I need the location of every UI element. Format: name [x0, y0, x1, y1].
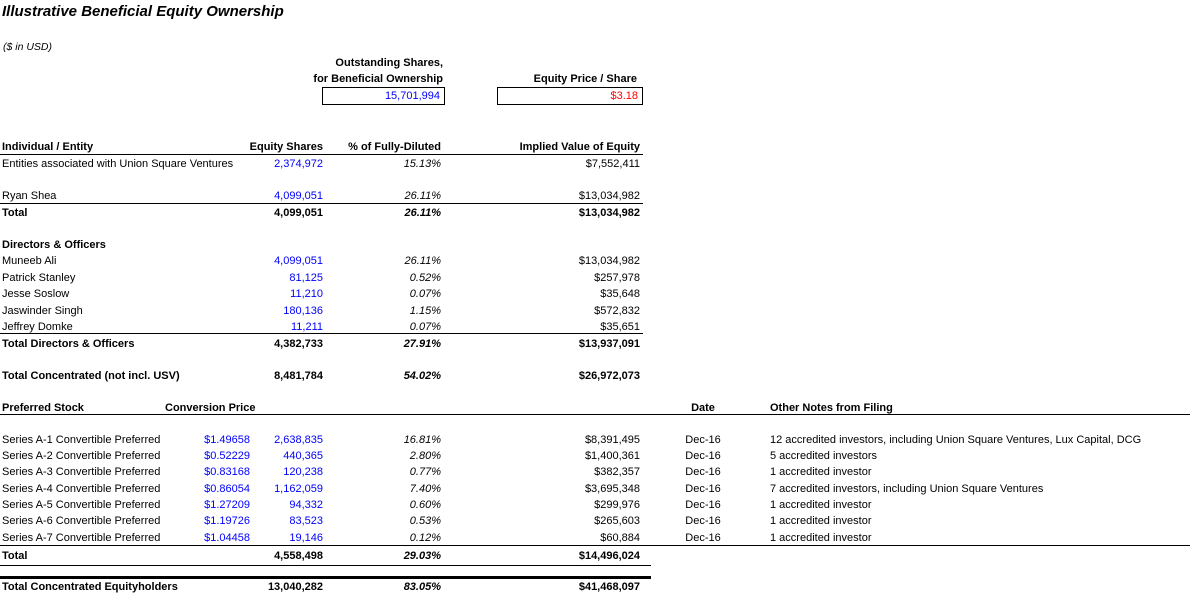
col-header-shares: Equity Shares: [249, 141, 323, 153]
outstanding-shares-label-line2: for Beneficial Ownership: [313, 73, 443, 85]
cell-value: $8,391,495: [584, 434, 640, 446]
header-rule: [0, 154, 643, 155]
table-row: [0, 432, 1192, 448]
cell-shares: 8,481,784: [274, 370, 323, 382]
col-header-conversion-price: Conversion Price: [165, 402, 256, 414]
col-header-entity: Individual / Entity: [2, 141, 94, 153]
cell-pct: 26.11%: [404, 207, 441, 219]
cell-shares: 4,099,051: [274, 255, 323, 267]
table-row: [0, 286, 1192, 302]
cell-value: $35,651: [600, 321, 640, 333]
cell-pct: 0.07%: [409, 288, 441, 300]
cell-shares: 11,211: [290, 321, 323, 333]
cell-conversion-price: $0.86054: [204, 483, 250, 495]
section-heading: Directors & Officers: [2, 239, 106, 251]
col-header-preferred-stock: Preferred Stock: [2, 402, 84, 414]
cell-notes: 7 accredited investors, including Union Square Ventures: [770, 483, 1044, 495]
cell-series: Series A-7 Convertible Preferred: [2, 532, 161, 544]
total-row: [0, 205, 1192, 221]
cell-shares: 4,099,051: [274, 207, 323, 219]
cell-shares: 2,374,972: [274, 158, 323, 170]
cell-series: Series A-6 Convertible Preferred: [2, 515, 161, 527]
col-header-pct: % of Fully-Diluted: [348, 141, 441, 153]
cell-series: Series A-1 Convertible Preferred: [2, 434, 161, 446]
cell-pct: 0.53%: [409, 515, 441, 527]
cell-shares: 94,332: [289, 499, 323, 511]
total-row: [0, 548, 1192, 564]
cell-shares: 2,638,835: [274, 434, 323, 446]
cell-pct: 29.03%: [403, 550, 441, 562]
cell-value: $14,496,024: [578, 550, 640, 562]
cell-pct: 54.02%: [403, 370, 441, 382]
cell-shares: 11,210: [290, 288, 323, 300]
cell-series: Total: [2, 550, 28, 562]
total-rule: [0, 565, 651, 566]
cell-entity: Total: [2, 207, 28, 219]
cell-entity: Jaswinder Singh: [2, 305, 83, 317]
ownership-header-row: [0, 139, 1192, 155]
cell-conversion-price: $1.27209: [204, 499, 250, 511]
table-row: [0, 253, 1192, 269]
equity-price-input[interactable]: $3.18: [497, 87, 643, 105]
cell-shares: 4,099,051: [274, 190, 323, 202]
cell-value: $41,468,097: [578, 581, 640, 593]
col-header-value: Implied Value of Equity: [519, 141, 640, 153]
table-row: [0, 513, 1192, 529]
cell-value: $13,937,091: [578, 338, 640, 350]
cell-shares: 120,238: [283, 466, 323, 478]
cell-value: $265,603: [594, 515, 640, 527]
table-row: [0, 188, 1192, 204]
total-rule: [0, 333, 643, 334]
table-row: [0, 448, 1192, 464]
cell-pct: 26.11%: [404, 190, 441, 202]
units-note: ($ in USD): [3, 41, 53, 53]
total-row: [0, 368, 1192, 384]
cell-date: Dec-16: [685, 515, 721, 527]
total-rule: [0, 203, 643, 204]
cell-pct: 7.40%: [409, 483, 441, 495]
cell-notes: 1 accredited investor: [770, 515, 872, 527]
cell-pct: 26.11%: [404, 255, 441, 267]
cell-notes: 1 accredited investor: [770, 499, 872, 511]
cell-series: Series A-4 Convertible Preferred: [2, 483, 161, 495]
cell-series: Series A-5 Convertible Preferred: [2, 499, 161, 511]
col-header-notes: Other Notes from Filing: [770, 402, 893, 414]
cell-shares: 440,365: [283, 450, 323, 462]
cell-entity: Jesse Soslow: [2, 288, 70, 300]
cell-shares: 1,162,059: [274, 483, 323, 495]
table-row: [0, 303, 1192, 319]
cell-entity: Total Concentrated Equityholders: [2, 581, 178, 593]
cell-pct: 0.07%: [409, 321, 441, 333]
cell-value: $1,400,361: [584, 450, 640, 462]
equity-price-label: Equity Price / Share: [533, 73, 637, 85]
cell-entity: Jeffrey Domke: [2, 321, 73, 333]
cell-pct: 0.12%: [409, 532, 441, 544]
table-row: [0, 270, 1192, 286]
cell-value: $3,695,348: [584, 483, 640, 495]
cell-notes: 12 accredited investors, including Union Square Ventures, Lux Capital, DCG: [770, 434, 1142, 446]
total-rule: [0, 545, 1190, 546]
cell-pct: 0.52%: [409, 272, 441, 284]
cell-shares: 83,523: [289, 515, 323, 527]
cell-value: $13,034,982: [578, 207, 640, 219]
cell-value: $7,552,411: [585, 158, 640, 170]
header-rule: [0, 414, 1190, 415]
page-title: Illustrative Beneficial Equity Ownership: [2, 3, 284, 20]
cell-shares: 13,040,282: [267, 581, 323, 593]
outstanding-shares-label: [240, 55, 443, 87]
cell-value: $257,978: [594, 272, 640, 284]
total-row: [0, 336, 1192, 352]
table-row: [0, 464, 1192, 480]
cell-shares: 180,136: [283, 305, 323, 317]
col-header-date: Date: [691, 402, 715, 414]
cell-entity: Entities associated with Union Square Ventures: [2, 158, 234, 170]
grand-total-row: [0, 579, 1192, 595]
cell-date: Dec-16: [685, 434, 721, 446]
cell-notes: 1 accredited investor: [770, 532, 872, 544]
cell-value: $13,034,982: [578, 255, 640, 267]
cell-shares: 4,558,498: [274, 550, 323, 562]
cell-value: $572,832: [594, 305, 640, 317]
cell-date: Dec-16: [685, 466, 721, 478]
cell-pct: 0.77%: [409, 466, 441, 478]
cell-pct: 2.80%: [409, 450, 441, 462]
cell-conversion-price: $0.52229: [204, 450, 250, 462]
cell-shares: 19,146: [289, 532, 323, 544]
cell-conversion-price: $1.04458: [204, 532, 250, 544]
cell-conversion-price: $1.19726: [204, 515, 250, 527]
cell-date: Dec-16: [685, 499, 721, 511]
cell-pct: 83.05%: [403, 581, 441, 593]
outstanding-shares-label-line1: Outstanding Shares,: [335, 57, 443, 69]
cell-pct: 0.60%: [409, 499, 441, 511]
table-row: [0, 497, 1192, 513]
table-row: [0, 530, 1192, 546]
cell-conversion-price: $0.83168: [204, 466, 250, 478]
cell-date: Dec-16: [685, 532, 721, 544]
cell-entity: Patrick Stanley: [2, 272, 76, 284]
cell-date: Dec-16: [685, 483, 721, 495]
cell-entity: Total Directors & Officers: [2, 338, 135, 350]
table-row: [0, 156, 1192, 172]
cell-conversion-price: $1.49658: [204, 434, 250, 446]
cell-series: Series A-2 Convertible Preferred: [2, 450, 161, 462]
cell-notes: 5 accredited investors: [770, 450, 877, 462]
cell-value: $299,976: [594, 499, 640, 511]
section-heading-row: [0, 237, 1192, 253]
cell-shares: 81,125: [289, 272, 323, 284]
cell-date: Dec-16: [685, 450, 721, 462]
table-row: [0, 481, 1192, 497]
cell-value: $26,972,073: [578, 370, 640, 382]
cell-value: $382,357: [594, 466, 640, 478]
cell-notes: 1 accredited investor: [770, 466, 872, 478]
cell-value: $13,034,982: [578, 190, 640, 202]
cell-pct: 16.81%: [403, 434, 441, 446]
cell-series: Series A-3 Convertible Preferred: [2, 466, 161, 478]
outstanding-shares-input[interactable]: 15,701,994: [322, 87, 445, 105]
cell-entity: Ryan Shea: [2, 190, 57, 202]
cell-pct: 27.91%: [403, 338, 441, 350]
cell-value: $35,648: [600, 288, 640, 300]
cell-pct: 1.15%: [409, 305, 441, 317]
cell-pct: 15.13%: [403, 158, 441, 170]
cell-entity: Muneeb Ali: [2, 255, 57, 267]
cell-shares: 4,382,733: [274, 338, 323, 350]
cell-value: $60,884: [600, 532, 640, 544]
cell-entity: Total Concentrated (not incl. USV): [2, 370, 180, 382]
